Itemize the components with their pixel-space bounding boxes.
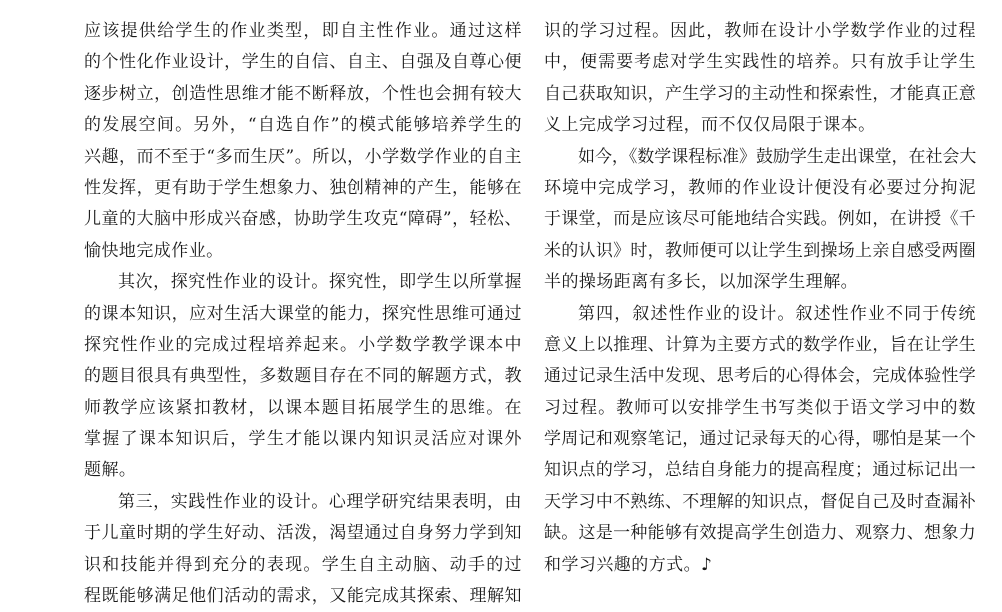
text-line: 半的操场距离有多长，以加深学生理解。 (544, 272, 859, 293)
text-line: 习过程。教师可以安排学生书写类似于语文学习中的数 (544, 397, 976, 418)
text-line: 性发挥，更有助于学生想象力、独创精神的产生，能够在 (84, 177, 522, 198)
text-line: 题解。 (84, 460, 137, 481)
text-line: 应该提供给学生的作业类型，即自主性作业。通过这样 (84, 21, 522, 41)
text-line: 于课堂，而是应该尽可能地结合实践。例如，在讲授《千 (544, 209, 976, 230)
text-line: 天学习中不熟练、不理解的知识点，督促自己及时查漏补 (544, 491, 976, 512)
text-line: 米的认识》时，教师便可以让学生到操场上亲自感受两圈 (544, 240, 976, 261)
paragraph-first-line: 其次，探究性作业的设计。探究性，即学生以所掌握 (118, 272, 522, 293)
text-line: 的题目很具有典型性，多数题目存在不同的解题方式，教 (84, 366, 522, 387)
text-line: 掌握了课本知识后，学生才能以课内知识灵活应对课外 (84, 429, 522, 450)
left-column (84, 16, 522, 612)
text-line: 缺。这是一种能够有效提高学生创造力、观察力、想象力 (544, 523, 976, 544)
text-line: 识的学习过程。因此，教师在设计小学数学作业的过程 (544, 21, 976, 41)
text-line: 于儿童时期的学生好动、活泼，渴望通过自身努力学到知 (84, 523, 522, 544)
text-line: 程既能够满足他们活动的需求，又能完成其探索、理解知 (84, 586, 522, 607)
text-line: 兴趣，而不至于“多而生厌”。所以，小学数学作业的自主 (84, 146, 522, 167)
text-line: 知识点的学习，总结自身能力的提高程度；通过标记出一 (544, 460, 976, 481)
text-line: 通过记录生活中发现、思考后的心得体会，完成体验性学 (544, 366, 976, 387)
paragraph-first-line: 第四，叙述性作业的设计。叙述性作业不同于传统 (578, 303, 976, 324)
text-line: 学周记和观察笔记，通过记录每天的心得，哪怕是某一个 (544, 429, 976, 450)
text-line: 的课本知识，应对生活大课堂的能力，探究性思维可通过 (84, 303, 522, 324)
paragraph-first-line: 如今，《数学课程标准》鼓励学生走出课堂，在社会大 (578, 146, 977, 167)
text-line: 识和技能并得到充分的表现。学生自主动脑、动手的过 (84, 554, 522, 575)
text-line: 的发展空间。另外，“自选自作”的模式能够培养学生的 (84, 115, 522, 136)
paragraph-first-line: 第三，实践性作业的设计。心理学研究结果表明，由 (118, 491, 522, 512)
text-line: 中，便需要考虑对学生实践性的培养。只有放手让学生 (544, 52, 976, 73)
text-line: 的个性化作业设计，学生的自信、自主、自强及自尊心便 (84, 52, 522, 73)
text-line: 逐步树立，创造性思维才能不断释放，个性也会拥有较大 (84, 83, 522, 104)
right-column (544, 16, 976, 581)
text-line: 义上完成学习过程，而不仅仅局限于课本。 (544, 115, 876, 136)
text-line: 师教学应该紧扣教材，以课本题目拓展学生的思维。在 (84, 397, 522, 418)
text-line: 环境中完成学习，教师的作业设计便没有必要过分拘泥 (544, 177, 976, 198)
text-line: 探究性作业的完成过程培养起来。小学数学教学课本中 (84, 334, 522, 355)
text-line: 意义上以推理、计算为主要方式的数学作业，旨在让学生 (544, 334, 976, 355)
text-line: 和学习兴趣的方式。♪ (544, 554, 713, 575)
text-line: 愉快地完成作业。 (84, 240, 224, 261)
text-line: 儿童的大脑中形成兴奋感，协助学生攻克“障碍”，轻松、 (84, 209, 522, 230)
text-line: 自己获取知识，产生学习的主动性和探索性，才能真正意 (544, 83, 976, 104)
